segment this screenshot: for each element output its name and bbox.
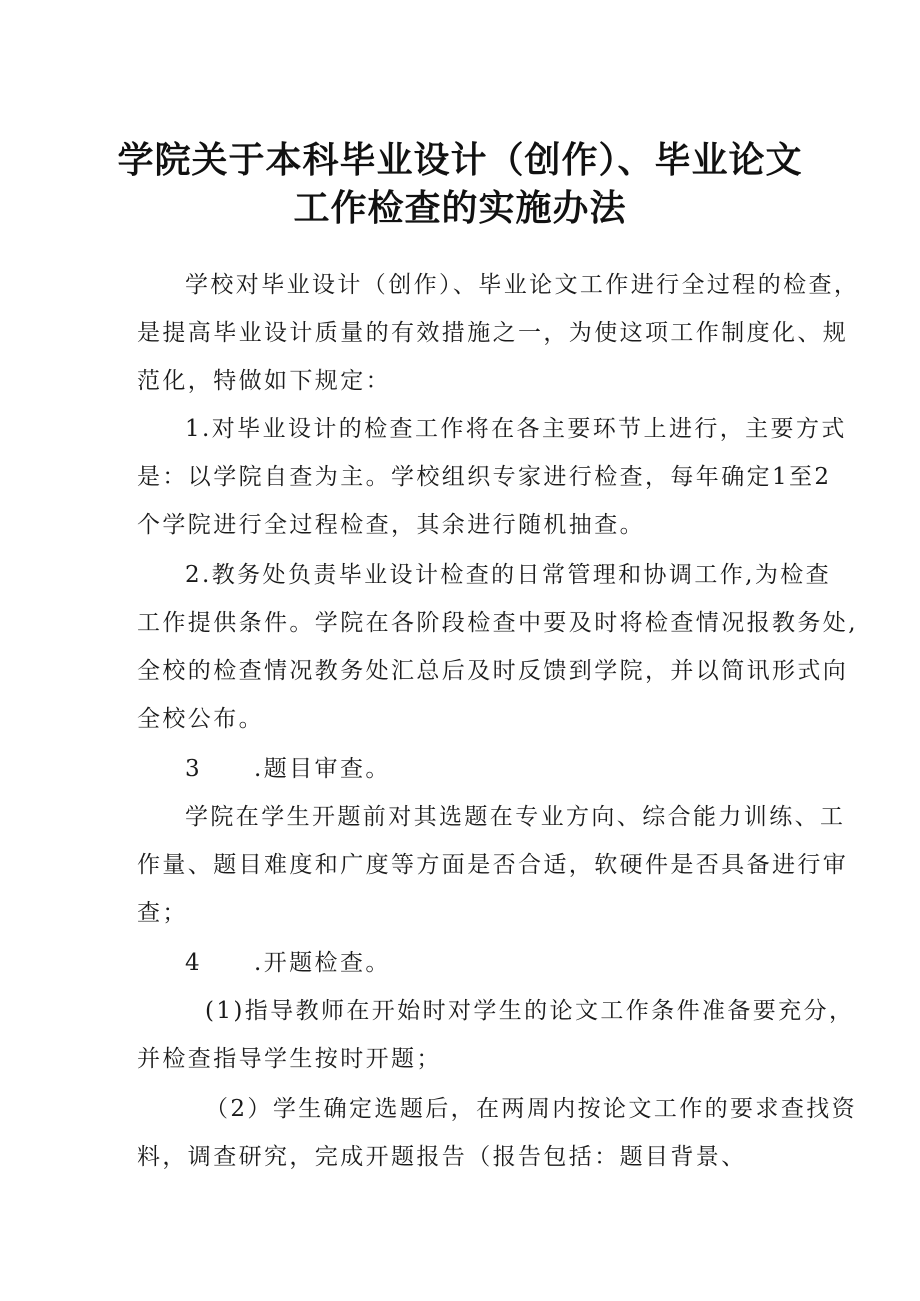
document-title-line-2: 工作检查的实施办法: [293, 188, 627, 229]
item4-sub1-line-2: 并检查指导学生按时开题；: [137, 1046, 442, 1072]
item4-number: 4: [185, 950, 203, 976]
intro-line-1: 学校对毕业设计（创作）、毕业论文工作进行全过程的检查，: [185, 272, 860, 298]
item2-line-1: 2.教务处负责毕业设计检查的日常管理和协调工作,为检查: [185, 562, 832, 588]
item4-sub2-line-1: （2）学生确定选题后，在两周内按论文工作的要求查找资: [205, 1096, 858, 1122]
item4-heading-text: .开题检查。: [254, 950, 391, 976]
intro-line-2: 是提高毕业设计质量的有效措施之一，为使这项工作制度化、规: [137, 320, 849, 346]
item1-line-1: 1.对毕业设计的检查工作将在各主要环节上进行，主要方式: [185, 416, 847, 442]
item4-sub2-line-2: 料，调查研究，完成开题报告（报告包括：题目背景、: [137, 1144, 747, 1170]
item2-line-4: 全校公布。: [137, 706, 264, 732]
item3-body-line-3: 查；: [137, 900, 188, 926]
item1-line-3: 个学院进行全过程检查，其余进行随机抽查。: [137, 512, 645, 538]
item3-heading-text: .题目审查。: [254, 756, 391, 782]
item2-line-2: 工作提供条件。学院在各阶段检查中要及时将检查情况报教务处,: [137, 610, 858, 636]
item3-heading: [185, 754, 391, 784]
intro-line-3: 范化，特做如下规定：: [137, 368, 391, 394]
item3-number: 3: [185, 756, 203, 782]
item1-line-2: 是：以学院自查为主。学校组织专家进行检查，每年确定1至2: [137, 464, 832, 490]
item3-body-line-2: 作量、题目难度和广度等方面是否合适，软硬件是否具备进行审: [137, 852, 849, 878]
item4-sub1-line-1: (1)指导教师在开始时对学生的论文工作条件准备要充分，: [205, 998, 855, 1024]
item3-body-line-1: 学院在学生开题前对其选题在专业方向、综合能力训练、工: [185, 804, 846, 830]
document-title-line-1: 学院关于本科毕业设计（创作）、毕业论文: [117, 140, 803, 181]
item4-heading: [185, 948, 391, 978]
item2-line-3: 全校的检查情况教务处汇总后及时反馈到学院，并以简讯形式向: [137, 658, 849, 684]
